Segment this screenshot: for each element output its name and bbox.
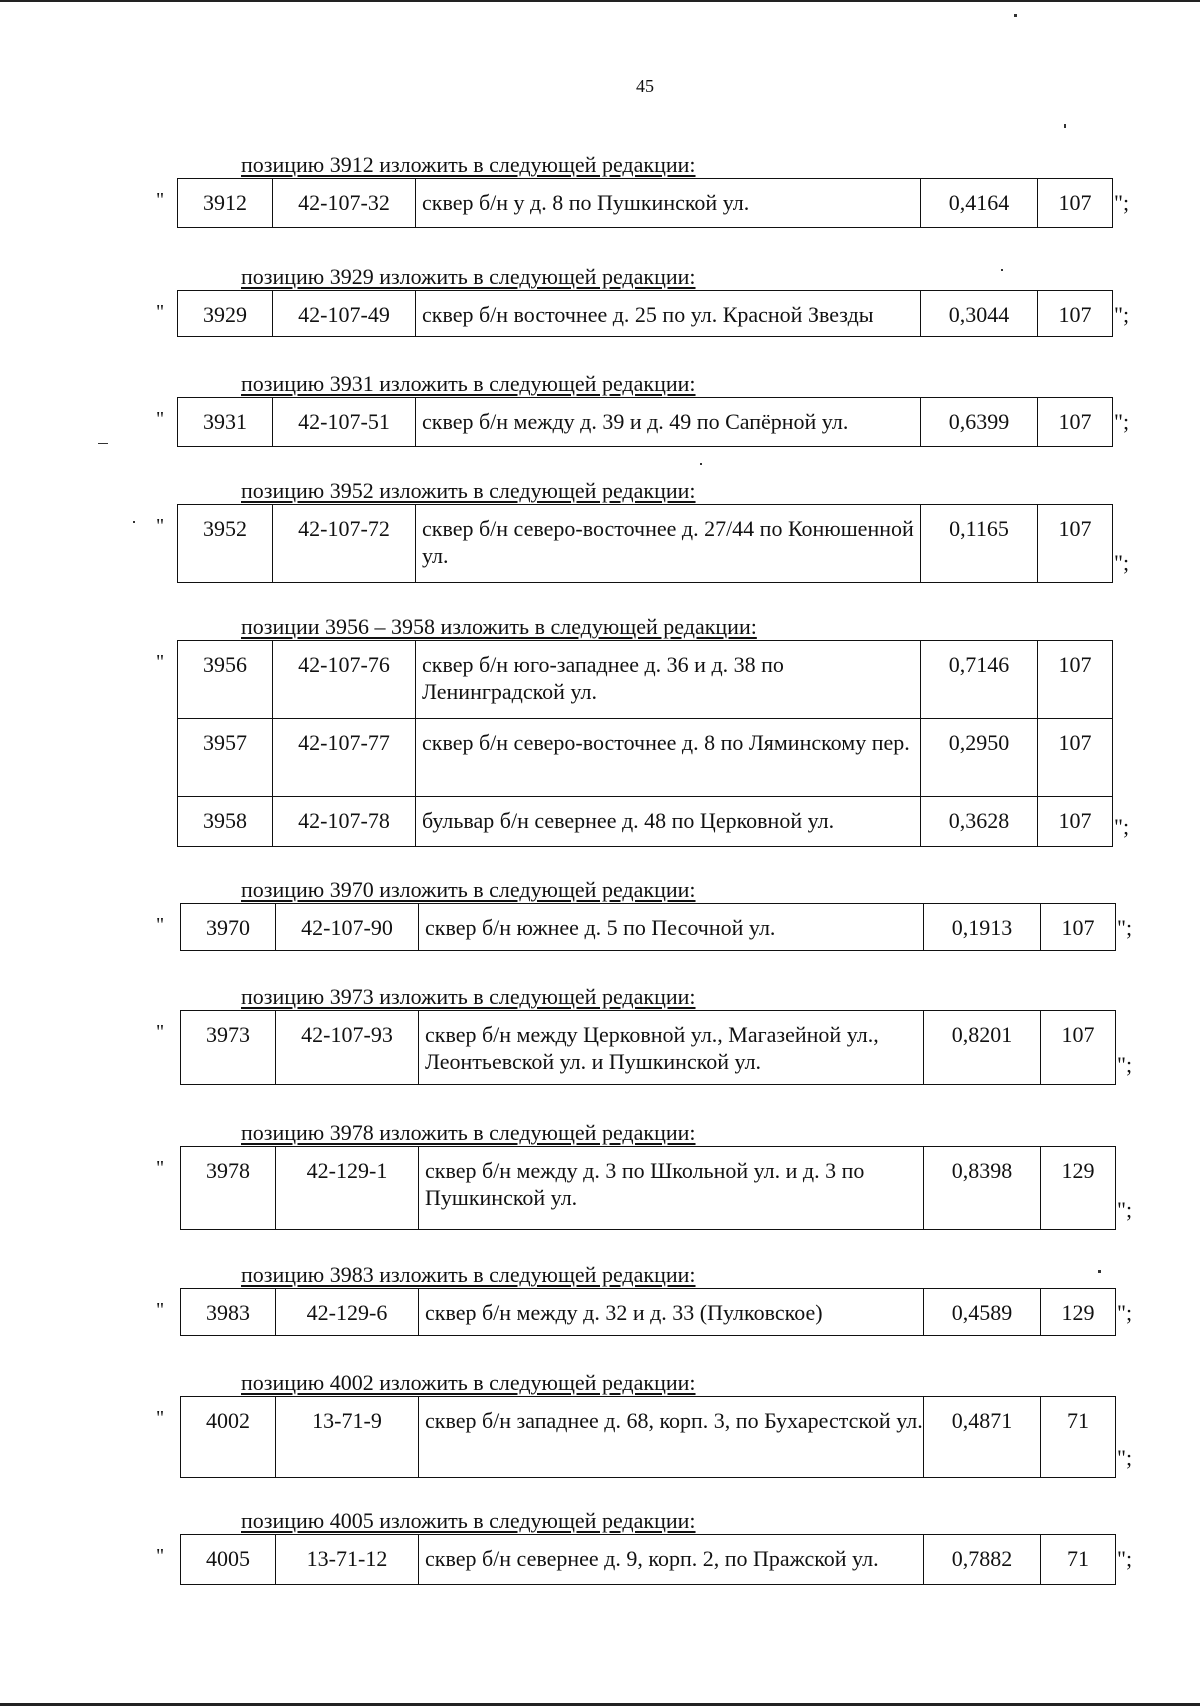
position-number: 3978 <box>206 1158 250 1183</box>
district-code-cell <box>1038 797 1113 847</box>
object-name: сквер б/н западнее д. 68, корп. 3, по Бухарестской ул. <box>425 1408 923 1433</box>
position-number-cell <box>178 505 273 583</box>
opening-quote: " <box>156 408 165 430</box>
area-value-cell <box>924 1147 1041 1230</box>
closing-quote: "; <box>1114 190 1130 215</box>
object-name-cell <box>416 719 921 797</box>
closing-quote: "; <box>1117 915 1133 940</box>
position-number-cell <box>178 641 273 719</box>
registry-code: 42-107-77 <box>298 730 390 755</box>
registry-code-cell <box>273 398 416 447</box>
area-value-cell <box>924 1011 1041 1085</box>
object-name-cell <box>416 641 921 719</box>
registry-code: 42-107-93 <box>301 1022 393 1047</box>
district-code: 107 <box>1061 1022 1095 1047</box>
position-number: 3912 <box>203 190 247 215</box>
opening-quote: " <box>156 1299 165 1321</box>
closing-quote: "; <box>1114 550 1130 575</box>
registry-code: 13-71-12 <box>306 1546 388 1571</box>
area-value: 0,7146 <box>948 652 1010 677</box>
registry-code-cell <box>276 1535 419 1585</box>
amendment-heading: позицию 3929 изложить в следующей редакции: <box>241 264 696 289</box>
opening-quote: " <box>156 1545 165 1567</box>
district-code: 71 <box>1067 1546 1089 1571</box>
amendment-heading: позицию 3983 изложить в следующей редакции: <box>241 1262 696 1287</box>
district-code-cell <box>1038 179 1113 228</box>
district-code: 129 <box>1061 1158 1095 1183</box>
table-row <box>181 1289 1116 1336</box>
object-name: бульвар б/н севернее д. 48 по Церковной ул. <box>422 808 835 833</box>
object-name-cell <box>419 1147 924 1230</box>
position-number-cell <box>178 398 273 447</box>
object-name-cell <box>416 505 921 583</box>
amendment-table <box>180 1396 1116 1478</box>
closing-quote: "; <box>1114 409 1130 434</box>
opening-quote: " <box>156 301 165 323</box>
opening-quote: " <box>156 1407 165 1429</box>
position-number-cell <box>181 1397 276 1478</box>
registry-code: 42-107-32 <box>298 190 390 215</box>
registry-code-cell <box>273 291 416 337</box>
amendment-table <box>180 903 1116 951</box>
registry-code: 42-107-90 <box>301 915 393 940</box>
table-row <box>181 1397 1116 1478</box>
object-name-cell <box>419 1397 924 1478</box>
registry-code-cell <box>273 797 416 847</box>
registry-code-cell <box>276 1289 419 1336</box>
district-code-cell <box>1038 291 1113 337</box>
district-code-cell <box>1041 1535 1116 1585</box>
district-code-cell <box>1038 505 1113 583</box>
amendment-heading: позицию 3970 изложить в следующей редакции: <box>241 877 696 902</box>
object-name: сквер б/н между д. 39 и д. 49 по Сапёрной ул. <box>422 409 849 434</box>
position-number: 3970 <box>206 915 250 940</box>
position-number-cell <box>178 179 273 228</box>
amendment-table <box>177 290 1113 337</box>
closing-quote: "; <box>1117 1197 1133 1222</box>
district-code-cell <box>1041 1289 1116 1336</box>
area-value: 0,1913 <box>951 915 1013 940</box>
position-number-cell <box>178 719 273 797</box>
area-value: 0,4164 <box>948 190 1010 215</box>
table-row <box>181 1535 1116 1585</box>
area-value: 0,8398 <box>951 1158 1013 1183</box>
object-name: сквер б/н восточнее д. 25 по ул. Красной Звезды <box>422 302 874 327</box>
area-value: 0,3044 <box>948 302 1010 327</box>
area-value-cell <box>921 291 1038 337</box>
district-code: 107 <box>1058 808 1092 833</box>
area-value: 0,1165 <box>949 516 1009 541</box>
object-name-cell <box>416 291 921 337</box>
amendment-heading: позицию 4002 изложить в следующей редакции: <box>241 1370 696 1395</box>
position-number-cell <box>178 291 273 337</box>
registry-code: 42-129-6 <box>306 1300 388 1325</box>
registry-code-cell <box>276 904 419 951</box>
amendment-heading: позицию 4005 изложить в следующей редакции: <box>241 1508 696 1533</box>
area-value-cell <box>921 179 1038 228</box>
area-value-cell <box>924 1289 1041 1336</box>
area-value-cell <box>921 719 1038 797</box>
district-code-cell <box>1041 1147 1116 1230</box>
area-value-cell <box>921 641 1038 719</box>
area-value: 0,3628 <box>948 808 1010 833</box>
position-number-cell <box>181 1011 276 1085</box>
amendment-heading: позицию 3912 изложить в следующей редакции: <box>241 152 696 177</box>
object-name: сквер б/н между д. 3 по Школьной ул. и д. 3 по Пушкинской ул. <box>425 1158 865 1210</box>
area-value-cell <box>924 904 1041 951</box>
registry-code: 42-107-78 <box>298 808 390 833</box>
registry-code-cell <box>273 179 416 228</box>
amendment-table <box>177 397 1113 447</box>
registry-code-cell <box>273 641 416 719</box>
table-row <box>181 1147 1116 1230</box>
object-name-cell <box>419 1289 924 1336</box>
position-number: 3958 <box>203 808 247 833</box>
object-name-cell <box>419 1535 924 1585</box>
district-code-cell <box>1041 1011 1116 1085</box>
amendment-table <box>177 504 1113 583</box>
district-code: 129 <box>1061 1300 1095 1325</box>
district-code-cell <box>1038 641 1113 719</box>
amendment-heading: позицию 3931 изложить в следующей редакции: <box>241 371 696 396</box>
position-number-cell <box>181 904 276 951</box>
object-name-cell <box>416 797 921 847</box>
closing-quote: "; <box>1117 1300 1133 1325</box>
position-number-cell <box>181 1289 276 1336</box>
object-name-cell <box>416 398 921 447</box>
closing-quote: "; <box>1117 1445 1133 1470</box>
amendment-table <box>180 1534 1116 1585</box>
position-number: 3931 <box>203 409 247 434</box>
table-row <box>178 797 1113 847</box>
table-row <box>181 1011 1116 1085</box>
district-code: 107 <box>1061 915 1095 940</box>
district-code: 107 <box>1058 302 1092 327</box>
position-number: 3956 <box>203 652 247 677</box>
amendment-heading: позиции 3956 – 3958 изложить в следующей редакции: <box>241 614 757 639</box>
closing-quote: "; <box>1114 814 1130 839</box>
district-code-cell <box>1041 904 1116 951</box>
area-value: 0,4589 <box>951 1300 1013 1325</box>
area-value: 0,2950 <box>948 730 1010 755</box>
opening-quote: " <box>156 1157 165 1179</box>
amendment-heading: позицию 3973 изложить в следующей редакции: <box>241 984 696 1009</box>
object-name-cell <box>419 1011 924 1085</box>
position-number: 3957 <box>203 730 247 755</box>
registry-code: 42-107-49 <box>298 302 390 327</box>
amendment-table <box>177 178 1113 228</box>
object-name: сквер б/н северо-восточнее д. 8 по Ляминскому пер. <box>422 730 910 755</box>
district-code: 71 <box>1067 1408 1089 1433</box>
table-row <box>178 641 1113 719</box>
closing-quote: "; <box>1117 1052 1133 1077</box>
object-name: сквер б/н между Церковной ул., Магазейной ул., Леонтьевской ул. и Пушкинской ул. <box>425 1022 879 1074</box>
area-value-cell <box>924 1535 1041 1585</box>
object-name: сквер б/н севернее д. 9, корп. 2, по Пражской ул. <box>425 1546 879 1571</box>
position-number-cell <box>181 1535 276 1585</box>
table-row <box>178 179 1113 228</box>
registry-code: 42-107-51 <box>298 409 390 434</box>
opening-quote: " <box>156 651 165 673</box>
opening-quote: " <box>156 1021 165 1043</box>
registry-code: 42-129-1 <box>306 1158 388 1183</box>
object-name-cell <box>416 179 921 228</box>
area-value-cell <box>921 398 1038 447</box>
district-code: 107 <box>1058 730 1092 755</box>
area-value-cell <box>924 1397 1041 1478</box>
area-value: 0,8201 <box>951 1022 1013 1047</box>
amendment-table <box>180 1288 1116 1336</box>
closing-quote: "; <box>1117 1546 1133 1571</box>
object-name: сквер б/н юго-западнее д. 36 и д. 38 по Ленинградской ул. <box>422 652 784 704</box>
position-number: 3952 <box>203 516 247 541</box>
opening-quote: " <box>156 914 165 936</box>
amendment-table <box>180 1010 1116 1085</box>
district-code: 107 <box>1058 409 1092 434</box>
amendment-table <box>180 1146 1116 1230</box>
position-number: 3929 <box>203 302 247 327</box>
table-row <box>178 719 1113 797</box>
amendment-table <box>177 640 1113 847</box>
registry-code-cell <box>273 719 416 797</box>
table-row <box>178 398 1113 447</box>
position-number: 4005 <box>206 1546 250 1571</box>
district-code: 107 <box>1058 516 1092 541</box>
district-code: 107 <box>1058 652 1092 677</box>
opening-quote: " <box>156 189 165 211</box>
amendment-heading: позицию 3978 изложить в следующей редакции: <box>241 1120 696 1145</box>
object-name: сквер б/н северо-восточнее д. 27/44 по Конюшенной ул. <box>422 516 914 568</box>
position-number: 4002 <box>206 1408 250 1433</box>
amendment-heading: позицию 3952 изложить в следующей редакции: <box>241 478 696 503</box>
object-name: сквер б/н южнее д. 5 по Песочной ул. <box>425 915 776 940</box>
registry-code: 42-107-72 <box>298 516 390 541</box>
position-number: 3983 <box>206 1300 250 1325</box>
position-number-cell <box>178 797 273 847</box>
opening-quote: " <box>156 515 165 537</box>
object-name: сквер б/н у д. 8 по Пушкинской ул. <box>422 190 750 215</box>
object-name: сквер б/н между д. 32 и д. 33 (Пулковское) <box>425 1300 823 1325</box>
position-number: 3973 <box>206 1022 250 1047</box>
district-code-cell <box>1038 398 1113 447</box>
area-value: 0,7882 <box>951 1546 1013 1571</box>
position-number-cell <box>181 1147 276 1230</box>
closing-quote: "; <box>1114 302 1130 327</box>
district-code-cell <box>1038 719 1113 797</box>
district-code-cell <box>1041 1397 1116 1478</box>
registry-code: 42-107-76 <box>298 652 390 677</box>
registry-code-cell <box>273 505 416 583</box>
table-row <box>181 904 1116 951</box>
table-row <box>178 505 1113 583</box>
registry-code-cell <box>276 1011 419 1085</box>
area-value: 0,4871 <box>951 1408 1013 1433</box>
registry-code-cell <box>276 1397 419 1478</box>
area-value-cell <box>921 797 1038 847</box>
table-row <box>178 291 1113 337</box>
registry-code-cell <box>276 1147 419 1230</box>
area-value-cell <box>921 505 1038 583</box>
area-value: 0,6399 <box>948 409 1010 434</box>
registry-code: 13-71-9 <box>312 1408 382 1433</box>
page-number: 45 <box>636 76 654 96</box>
object-name-cell <box>419 904 924 951</box>
district-code: 107 <box>1058 190 1092 215</box>
